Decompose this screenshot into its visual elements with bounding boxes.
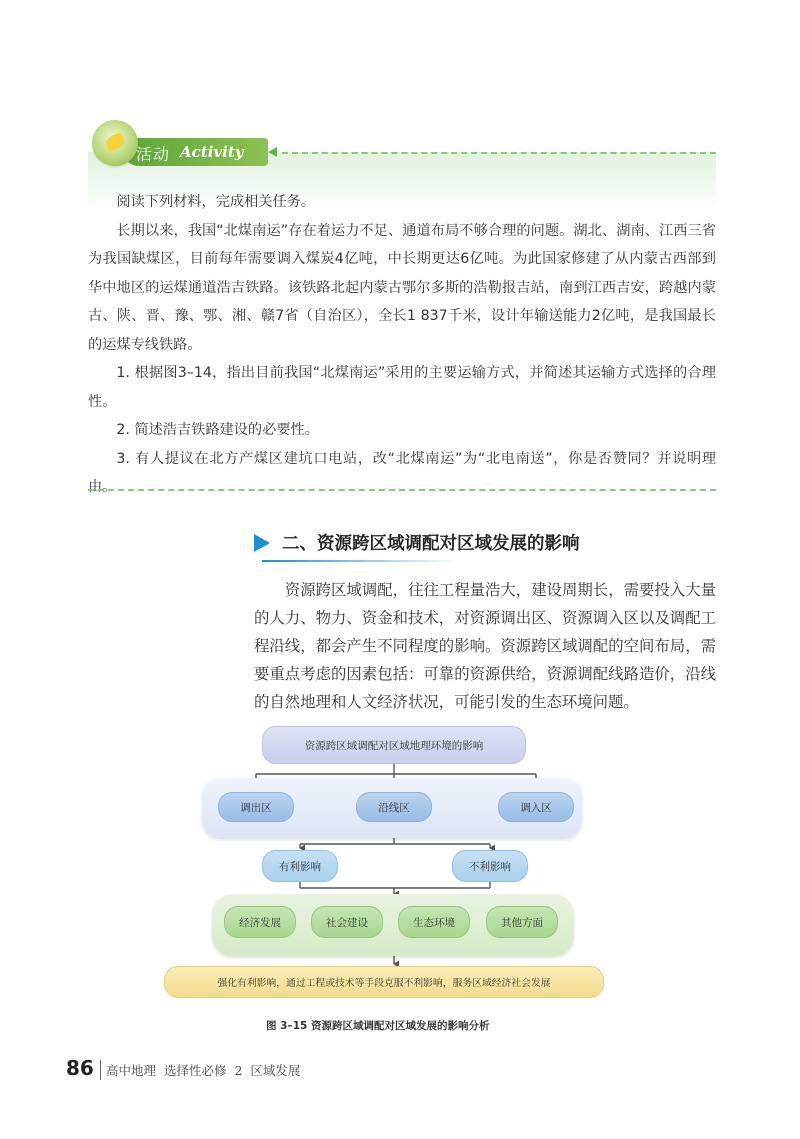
section-heading (254, 530, 714, 560)
activity-box (88, 112, 716, 495)
diagram-bottom-box: 强化有利影响，通过工程或技术等手段克服不利影响，服务区域经济社会发展 (164, 966, 604, 998)
footer-separator (100, 1060, 101, 1080)
activity-text (88, 188, 716, 502)
section-paragraph: 资源跨区域调配，往往工程量浩大，建设周期长，需要投入大量的人力、物力、资金和技术，对资源调出区、资源调入区以及调配工程沿线，都会产生不同程度的影响。资源跨区域调配的空间布局，需要重点考虑的因素包括：可靠的资源供给，资源调配线路造价，沿线的自然地理和人文经济状况，可能引发的生态环境问题。 (254, 581, 716, 711)
aspect-economy-box: 经济发展 (224, 906, 296, 938)
aspect-ecology-box: 生态环境 (398, 906, 470, 938)
aspect-other-box: 其他方面 (486, 906, 558, 938)
section-title: 二、资源跨区域调配对区域发展的影响 (282, 534, 580, 554)
figure-caption: 图 3–15 资源跨区域调配对区域发展的影响分析 (266, 1020, 490, 1032)
diagram-top-box: 资源跨区域调配对区域地理环境的影响 (262, 726, 526, 764)
aspect-society-box: 社会建设 (311, 906, 383, 938)
activity-question: 2. 简述浩吉铁路建设的必要性。 (116, 422, 319, 438)
region-export-box: 调出区 (218, 792, 294, 822)
activity-paragraph: 长期以来，我国“北煤南运”存在着运力不足、通道布局不够合理的问题。湖北、湖南、江西三省为我国缺煤区，目前每年需要调入煤炭4亿吨，中长期更达6亿吨。为此国家修建了从内蒙古西部到华中地区的运煤通道浩吉铁路。该铁路北起内蒙古鄂尔多斯的浩勒报吉站，南到江西吉安，跨越内蒙古、陕、晋、豫、鄂、湘、赣7省（自治区），全长1 837千米，设计年输送能力2亿吨，是我国最长的运煤专线铁路。 (88, 222, 716, 353)
activity-leaf-icon (92, 120, 138, 166)
activity-question: 1. 根据图3–14，指出目前我国“北煤南运”采用的主要运输方式，并简述其运输方式选择的合理性。 (88, 365, 716, 410)
triangle-marker-icon (254, 534, 270, 552)
activity-bottom-divider (88, 489, 716, 491)
section-underline (262, 560, 462, 562)
activity-title-en: Activity (180, 143, 244, 161)
activity-arrow-icon (268, 147, 277, 157)
flow-diagram (160, 718, 615, 1003)
impact-positive-box: 有利影响 (262, 850, 338, 882)
region-route-box: 沿线区 (356, 792, 432, 822)
region-import-box: 调入区 (498, 792, 574, 822)
book-title: 高中地理 选择性必修 2 区域发展 (106, 1063, 301, 1078)
activity-paragraph: 阅读下列材料，完成相关任务。 (116, 194, 316, 210)
activity-top-divider (282, 152, 716, 154)
page-number: 86 (66, 1056, 94, 1080)
activity-question: 3. 有人提议在北方产煤区建坑口电站，改“北煤南运”为“北电南送”，你是否赞同？并说明理由。 (88, 450, 716, 495)
activity-title: 活动 (136, 145, 171, 164)
impact-negative-box: 不利影响 (452, 850, 528, 882)
